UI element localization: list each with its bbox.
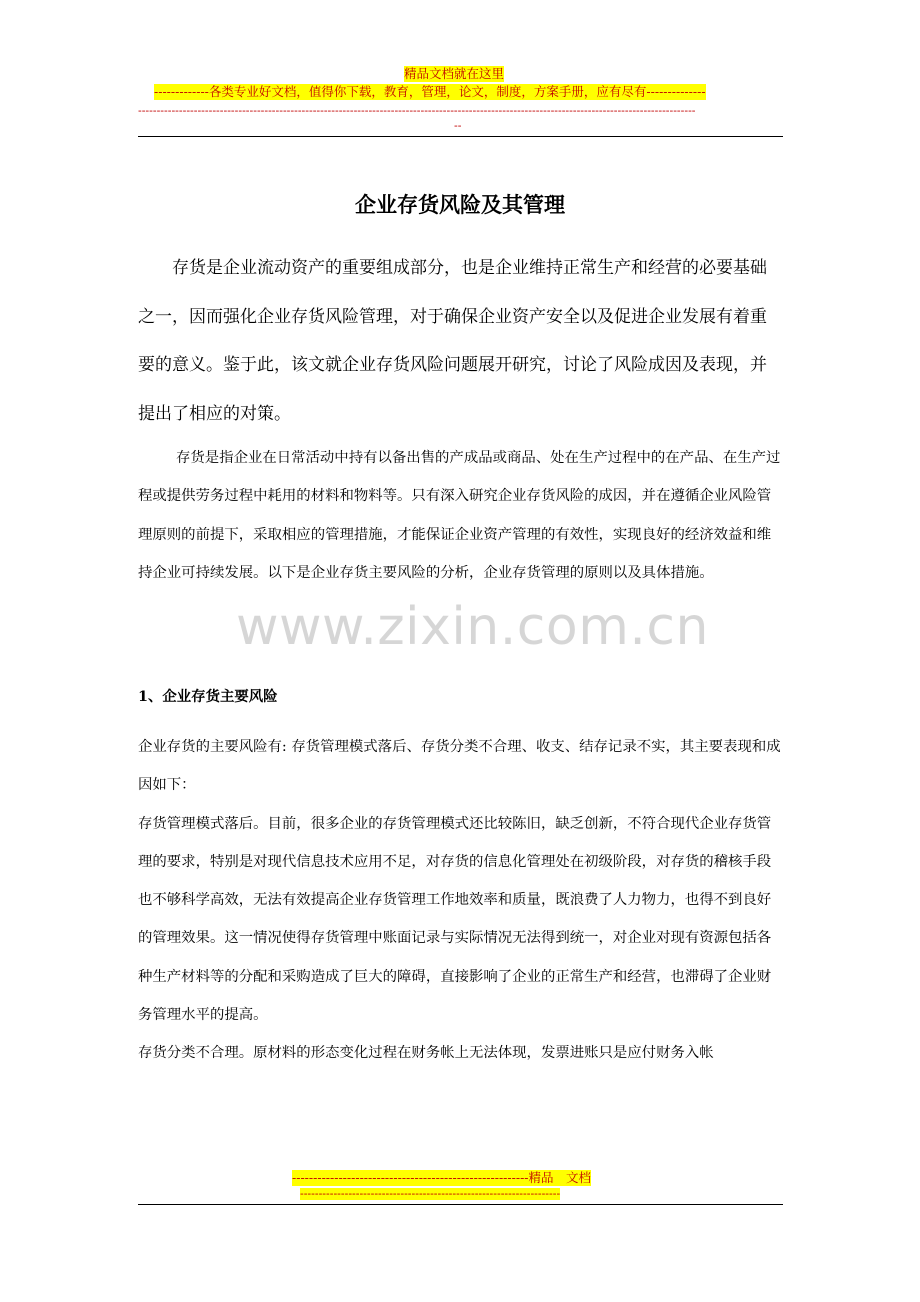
- footer-line: --------------------------------------------------------精品 文档: [292, 1170, 592, 1185]
- footer-dash-line: ----------------------------------------------------------------------: [300, 1187, 561, 1200]
- footer-rule: [138, 1204, 783, 1205]
- watermark: www.zixin.com.cn: [236, 597, 709, 657]
- body-paragraph: 企业存货的主要风险有: 存货管理模式落后、存货分类不合理、收支、结存记录不实，其主要表现和成因如下：: [138, 739, 781, 794]
- body-paragraph: 存货管理模式落后。目前，很多企业的存货管理模式还比较陈旧，缺乏创新，不符合现代企业存货管理的要求，特别是对现代信息技术应用不足，对存货的信息化管理处在初级阶段，对存货的稽核手段也不够科学高效，无法有效提高企业存货管理工作地效率和质量，既浪费了人力物力，也得不到良好的管理效果。这一情况使得存货管理中账面记录与实际情况无法得到统一，对企业对现有资源包括各种生产材料等的分配和采购造成了巨大的障碍，直接影响了企业的正常生产和经营，也滞碍了企业财务管理水平的提高。: [138, 815, 772, 1024]
- abstract: [138, 244, 783, 439]
- document-title: 企业存货风险及其管理: [355, 192, 565, 217]
- header-dash-line-end: --: [454, 119, 462, 132]
- header-rule: [138, 136, 783, 137]
- section-heading: 1、企业存货主要风险: [138, 688, 278, 705]
- header-title: 精品文档就在这里: [404, 66, 505, 81]
- intro-paragraph: 存货是指企业在日常活动中持有以备出售的产成品或商品、处在生产过程中的在产品、在生产过程或提供劳务过程中耗用的材料和物料等。只有深入研究企业存货风险的成因，并在遵循企业风险管理原则的前提下，采取相应的管理措施，才能保证企业资产管理的有效性，实现良好的经济效益和维持企业可持续发展。以下是企业存货主要风险的分析，企业存货管理的原则以及具体措施。: [138, 450, 781, 581]
- intro-section: [138, 439, 783, 592]
- abstract-paragraph: 存货是企业流动资产的重要组成部分，也是企业维持正常生产和经营的必要基础之一，因而强化企业存货风险管理，对于确保企业资产安全以及促进企业发展有着重要的意义。鉴于此，该文就企业存货风险问题展开研究，讨论了风险成因及表现，并提出了相应的对策。: [138, 258, 767, 425]
- header-subtitle: -------------各类专业好文档，值得你下载，教育，管理，论文，制度，方案手册，应有尽有--------------: [154, 84, 706, 99]
- header-dash-line: ------------------------------------------------------------------------------------------------------------------------------------------------------: [138, 104, 696, 117]
- section-body: [138, 728, 783, 1073]
- body-paragraph: 存货分类不合理。原材料的形态变化过程在财务帐上无法体现，发票进账只是应付财务入帐: [138, 1045, 714, 1062]
